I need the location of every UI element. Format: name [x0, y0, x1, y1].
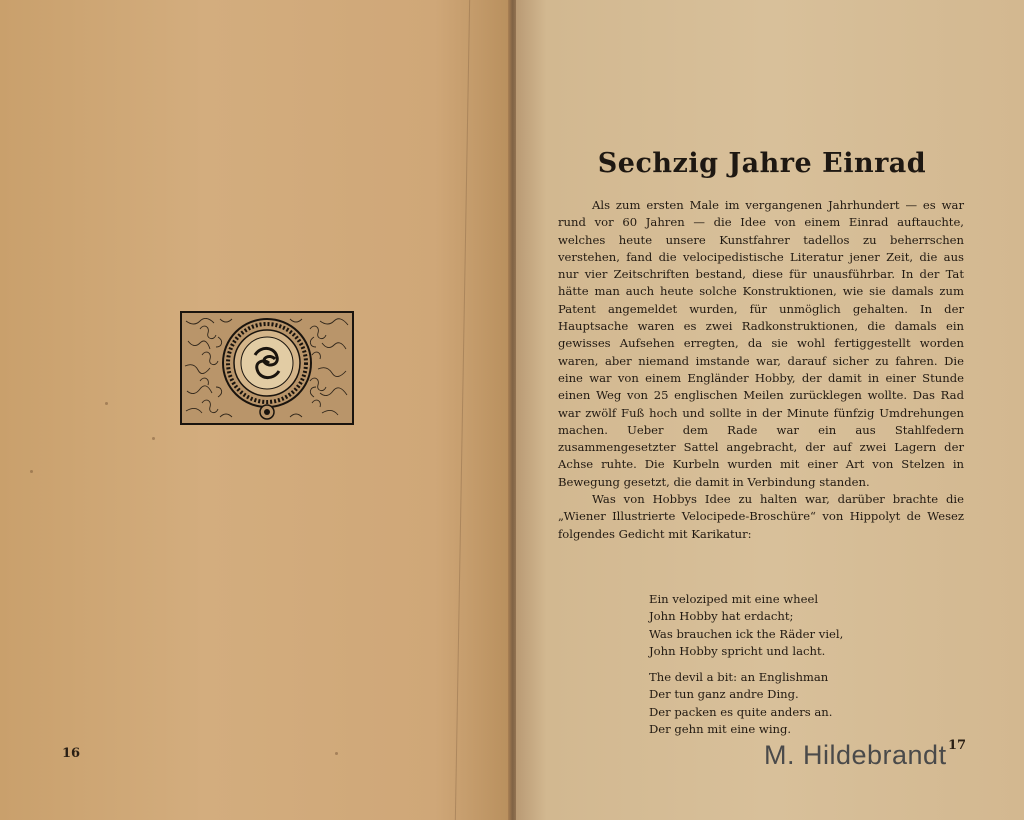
- decorative-medallion-icon: [180, 311, 354, 425]
- body-text: [558, 197, 964, 543]
- poem: [649, 591, 889, 747]
- paper-speck: [335, 752, 338, 755]
- poem-line: Der packen es quite anders an.: [649, 704, 833, 719]
- poem-stanza: [649, 669, 889, 738]
- chapter-title: Sechzig Jahre Einrad: [597, 148, 927, 179]
- poem-line: Ein veloziped mit eine wheel: [649, 592, 819, 606]
- page-number-right: 17: [948, 738, 967, 753]
- page-number-left: 16: [62, 746, 81, 761]
- paper-speck: [30, 470, 33, 473]
- poem-stanza: [649, 591, 889, 660]
- paragraph: Als zum ersten Male im vergangenen Jahrhundert — es war rund vor 60 Jahren — die Idee von einem Einrad auftauchte, welches heute unsere Kunstfahrer tadellos zu beherrschen verstehen, fand die velocipedistische Literatur jener Zeit, die aus nur vier Zeitschriften bestand, diese für unausführbar. In der Tat hätte man auch heute solche Konstruktionen, wie sie damals zum Patent angemeldet wurden, für unmöglich gehalten. In der Hauptsache waren es zwei Radkonstruktionen, die damals ein gewisses Aufsehen erregten, da sie wohl fertiggestellt worden waren, aber niemand imstande war, darauf sicher zu fahren. Die eine war von einem Engländer Hobby, der damit in einer Stunde einen Weg von 25 englischen Meilen zurücklegen wollte. Das Rad war zwölf Fuß hoch und sollte in der Minute fünfzig Umdrehungen machen. Ueber dem Rade war ein aus Stahlfedern zusammengesetzter Sattel angebracht, der auf zwei Lagern der Achse ruhte. Die Kurbeln wurden mit einer Art von Stelzen in Bewegung gesetzt, die damit in Verbindung standen.: [558, 198, 964, 489]
- poem-line: Der gehn mit eine wing.: [649, 722, 792, 737]
- poem-line: The devil a bit: an Englishman: [649, 670, 829, 685]
- poem-line: John Hobby hat erdacht;: [649, 609, 794, 624]
- poem-line: Der tun ganz andre Ding.: [649, 687, 799, 702]
- paragraph: Was von Hobbys Idee zu halten war, darüber brachte die „Wiener Illustrierte Velocipede-Broschüre“ von Hippolyt de Wesez folgendes Gedicht mit Karikatur:: [558, 492, 964, 541]
- watermark: M. Hildebrandt: [764, 740, 947, 770]
- paper-speck: [105, 402, 108, 405]
- poem-line: John Hobby spricht und lacht.: [649, 643, 826, 658]
- paper-speck: [152, 437, 155, 440]
- poem-line: Was brauchen ick the Räder viel,: [649, 626, 844, 641]
